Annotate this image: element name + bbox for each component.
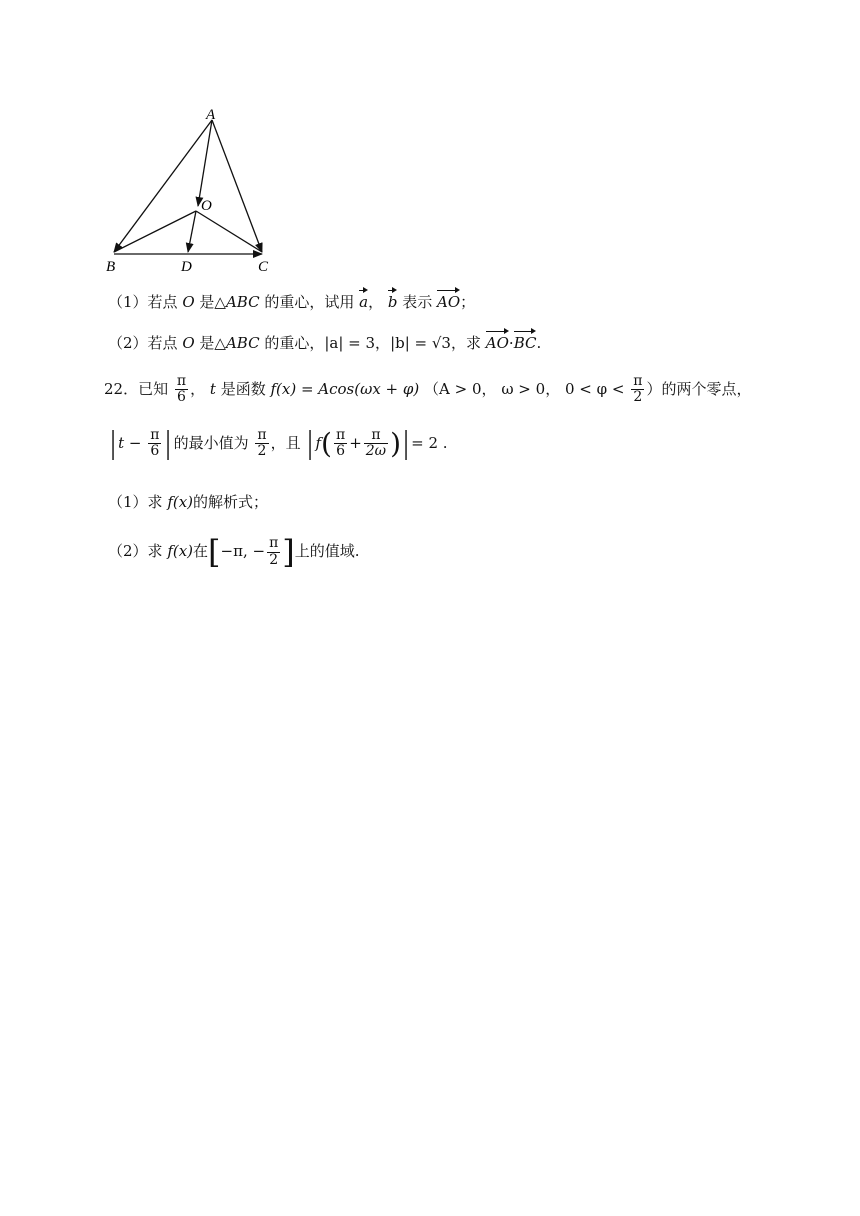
p2-sep: ， [375,334,391,352]
fraction-pi-over-6c [334,428,347,460]
p1-mid2: 的重心，试用 [259,293,355,311]
vector-OB [114,211,196,252]
paren-right: ) [390,426,402,460]
vector-b: b [388,289,398,313]
p1-mid: 是△ [194,293,226,311]
q22-equals: = 2 . [411,433,448,452]
frac-num: π [364,428,388,444]
q22-and: ，且 [270,433,301,452]
part-2-question [108,330,541,354]
fraction-pi-over-6 [175,374,188,406]
fraction-pi-over-2w [364,428,388,460]
p2-mid: 是△ [194,334,226,352]
frac-den: 2ω [365,443,387,460]
frac-num: π [176,373,187,389]
q22-comma: ， [190,379,206,398]
q22-known: 已知 [138,379,169,398]
sub2-fx: f(x) [167,542,194,560]
question-number: 22． [104,379,139,398]
sub1-prefix: （1）求 [108,493,168,511]
label-B: B [106,259,116,275]
p1-prefix: （1）若点 [108,293,183,311]
vector-a: a [359,289,368,313]
vector-AO [198,120,212,206]
triangle-figure [100,100,290,280]
p2-mid2: 的重心， [259,334,325,352]
q22-text1: 是函数 [215,379,271,398]
p2-mid3: ，求 [450,334,486,352]
frac-den: 2 [269,551,279,568]
q22-plus: + [349,433,362,452]
q22-f: f [315,433,322,452]
sub-question-2 [108,533,360,571]
paren-left: ( [321,426,332,460]
p2-abs-a: |a| = 3 [324,334,376,352]
sub2-interval: −π, − [220,542,266,560]
p1-mid3: 表示 [397,293,438,311]
p2-end: . [536,334,542,352]
label-O: O [201,198,212,214]
frac-num: π [335,427,346,443]
abs-bar-right: | [165,425,172,461]
frac-den: 6 [177,389,186,406]
q22-min-text: 的最小值为 [173,433,249,452]
label-A: A [206,107,216,123]
triangle-diagram [100,100,290,280]
vector-AO-2: AO [486,330,509,354]
q22-cond3: 0 < φ < [564,379,630,398]
part-1-question [108,289,475,313]
vector-AO-text: AO [437,289,460,313]
p1-triangle: ABC [225,293,260,311]
sub1-fx: f(x) [167,493,194,511]
p1-end: ； [460,293,476,311]
sub-question-1 [108,493,268,513]
frac-num: π [150,427,160,443]
p2-triangle: ABC [225,334,260,352]
question-22-line-1 [104,374,751,406]
vector-OD [188,211,196,252]
vector-AB [114,120,212,252]
abs-bar-left-2: | [307,425,314,461]
p1-sep: ， [368,293,384,311]
q22-cond1: （A > 0， [424,379,497,398]
frac-num: π [257,427,267,443]
sub1-end: 的解析式； [193,493,269,511]
frac-den: 6 [336,443,346,460]
label-D: D [181,259,192,275]
p2-prefix: （2）若点 [108,334,183,352]
sub2-in: 在 [193,542,209,560]
fraction-pi-over-2c [267,536,280,568]
vector-OC [196,211,262,252]
sub2-end: 上的值域. [294,542,360,560]
frac-den: 2 [633,389,643,406]
p2-dot: · [508,334,514,352]
q22-function: f(x) = Acos(ωx + φ) [270,379,420,398]
frac-den: 6 [150,443,160,460]
p1-point: O [182,293,195,311]
frac-den: 2 [257,443,267,460]
bracket-right: ] [282,533,295,571]
abs-bar-right-2: | [403,425,410,461]
q22-cond2: ω > 0， [501,379,561,398]
label-C: C [258,259,269,275]
frac-num: π [269,535,279,552]
frac-num: π [633,373,643,389]
vector-AC [212,120,262,252]
abs-bar-left: | [110,425,117,461]
fraction-pi-over-6b [148,428,161,460]
vector-BC-text: BC [514,330,537,354]
q22-close: ）的两个零点， [646,379,752,398]
fraction-pi-over-2b [255,428,268,460]
q22-t: t [209,379,216,398]
q22-t-minus: t − [118,433,142,452]
question-22-line-2 [108,425,448,461]
fraction-pi-over-2 [631,374,644,406]
p2-abs-b: |b| = √3 [390,334,451,352]
sub2-prefix: （2）求 [108,542,168,560]
bracket-left: [ [208,533,221,571]
p2-point: O [182,334,195,352]
